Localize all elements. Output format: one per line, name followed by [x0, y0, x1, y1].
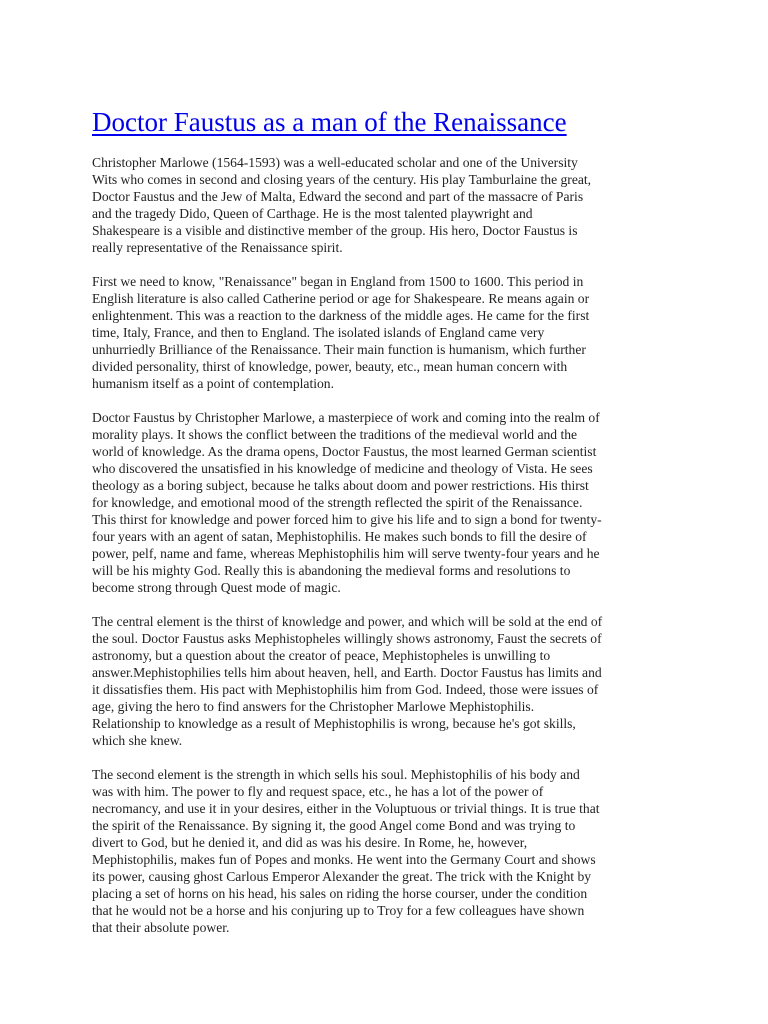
paragraph-line: humanism itself as a point of contemplation. [92, 376, 334, 391]
paragraph-line: answer.Mephistophilies tells him about heaven, hell, and Earth. Doctor Faustus has limits and [92, 665, 602, 680]
paragraph-line: enlightenment. This was a reaction to the darkness of the middle ages. He came for the first [92, 308, 590, 323]
paragraph-line: The central element is the thirst of knowledge and power, and which will be sold at the end of [92, 614, 603, 629]
paragraph-line: astronomy, but a question about the creator of peace, Mephistopheles is unwilling to [92, 648, 551, 663]
paragraph-line: that he would not be a horse and his conjuring up to Troy for a few colleagues have shown [92, 903, 585, 918]
paragraph-line: English literature is also called Catherine period or age for Shakespeare. Re means again or [92, 291, 590, 306]
paragraph-line: divert to God, but he denied it, and did as was his desire. In Rome, he, however, [92, 835, 528, 850]
paragraph-line: for knowledge, and emotional mood of the strength reflected the spirit of the Renaissance. [92, 495, 583, 510]
paragraph-line: will be his mighty God. Really this is abandoning the medieval forms and resolutions to [92, 563, 571, 578]
paragraph-line: that their absolute power. [92, 920, 230, 935]
paragraph-line: Doctor Faustus by Christopher Marlowe, a masterpiece of work and coming into the realm of [92, 410, 600, 425]
paragraph-line: which she knew. [92, 733, 183, 748]
paragraph-line: age, giving the hero to find answers for the Christopher Marlowe Mephistophilis. [92, 699, 535, 714]
paragraph-line: it dissatisfies them. His pact with Mephistophilis him from God. Indeed, those were issues of [92, 682, 599, 697]
paragraph-line: its power, causing ghost Carlous Emperor Alexander the great. The trick with the Knight by [92, 869, 592, 884]
paragraph-line: This thirst for knowledge and power forced him to give his life and to sign a bond for twenty- [92, 512, 602, 527]
paragraph-line: Wits who comes in second and closing years of the century. His play Tamburlaine the great, [92, 172, 592, 187]
paragraph-line: divided personality, thirst of knowledge, power, beauty, etc., mean human concern with [92, 359, 568, 374]
paragraph-line: morality plays. It shows the conflict between the traditions of the medieval world and the [92, 427, 578, 442]
paragraph-line: power, pelf, name and fame, whereas Mephistophilis him will serve twenty-four years and he [92, 546, 600, 561]
paragraph-line: Mephistophilis, makes fun of Popes and monks. He went into the Germany Court and shows [92, 852, 596, 867]
paragraph-line: Doctor Faustus and the Jew of Malta, Edward the second and part of the massacre of Paris [92, 189, 584, 204]
paragraph-line: necromancy, and use it in your desires, either in the Voluptuous or trivial things. It is true that [92, 801, 600, 816]
paragraph-line: was with him. The power to fly and request space, etc., he has a lot of the power of [92, 784, 544, 799]
paragraph-line: the soul. Doctor Faustus asks Mephistopheles willingly shows astronomy, Faust the secrets of [92, 631, 602, 646]
paragraph-line: and the tragedy Dido, Queen of Carthage. He is the most talented playwright and [92, 206, 533, 221]
paragraph-line: theology as a boring subject, because he talks about doom and power restrictions. His thirst [92, 478, 589, 493]
paragraph-line: the spirit of the Renaissance. By signing it, the good Angel come Bond and was trying to [92, 818, 576, 833]
paragraph [92, 766, 692, 936]
paragraph-line: become strong through Quest mode of magic. [92, 580, 341, 595]
paragraph-line: who discovered the unsatisfied in his knowledge of medicine and theology of Vista. He sees [92, 461, 593, 476]
paragraph-line: Relationship to knowledge as a result of Mephistophilis is wrong, because he's got skills, [92, 716, 576, 731]
title-link[interactable]: Doctor Faustus as a man of the Renaissance [92, 107, 567, 137]
paragraph [92, 273, 692, 392]
paragraph [92, 613, 692, 749]
paragraph [92, 409, 692, 596]
paragraph-line: four years with an agent of satan, Mephistophilis. He makes such bonds to fill the desire of [92, 529, 587, 544]
paragraph-line: time, Italy, France, and then to England. The isolated islands of England came very [92, 325, 545, 340]
document-body [92, 154, 692, 953]
paragraph-line: The second element is the strength in which sells his soul. Mephistophilis of his body and [92, 767, 580, 782]
paragraph-line: Shakespeare is a visible and distinctive member of the group. His hero, Doctor Faustus is [92, 223, 578, 238]
paragraph-line: really representative of the Renaissance spirit. [92, 240, 343, 255]
paragraph-line: Christopher Marlowe (1564-1593) was a well-educated scholar and one of the University [92, 155, 578, 170]
paragraph [92, 154, 692, 256]
paragraph-line: placing a set of horns on his head, his sales on riding the horse courser, under the condition [92, 886, 588, 901]
page-title [92, 104, 567, 140]
paragraph-line: First we need to know, "Renaissance" began in England from 1500 to 1600. This period in [92, 274, 584, 289]
paragraph-line: world of knowledge. As the drama opens, Doctor Faustus, the most learned German scientist [92, 444, 597, 459]
paragraph-line: unhurriedly Brilliance of the Renaissance. Their main function is humanism, which further [92, 342, 586, 357]
